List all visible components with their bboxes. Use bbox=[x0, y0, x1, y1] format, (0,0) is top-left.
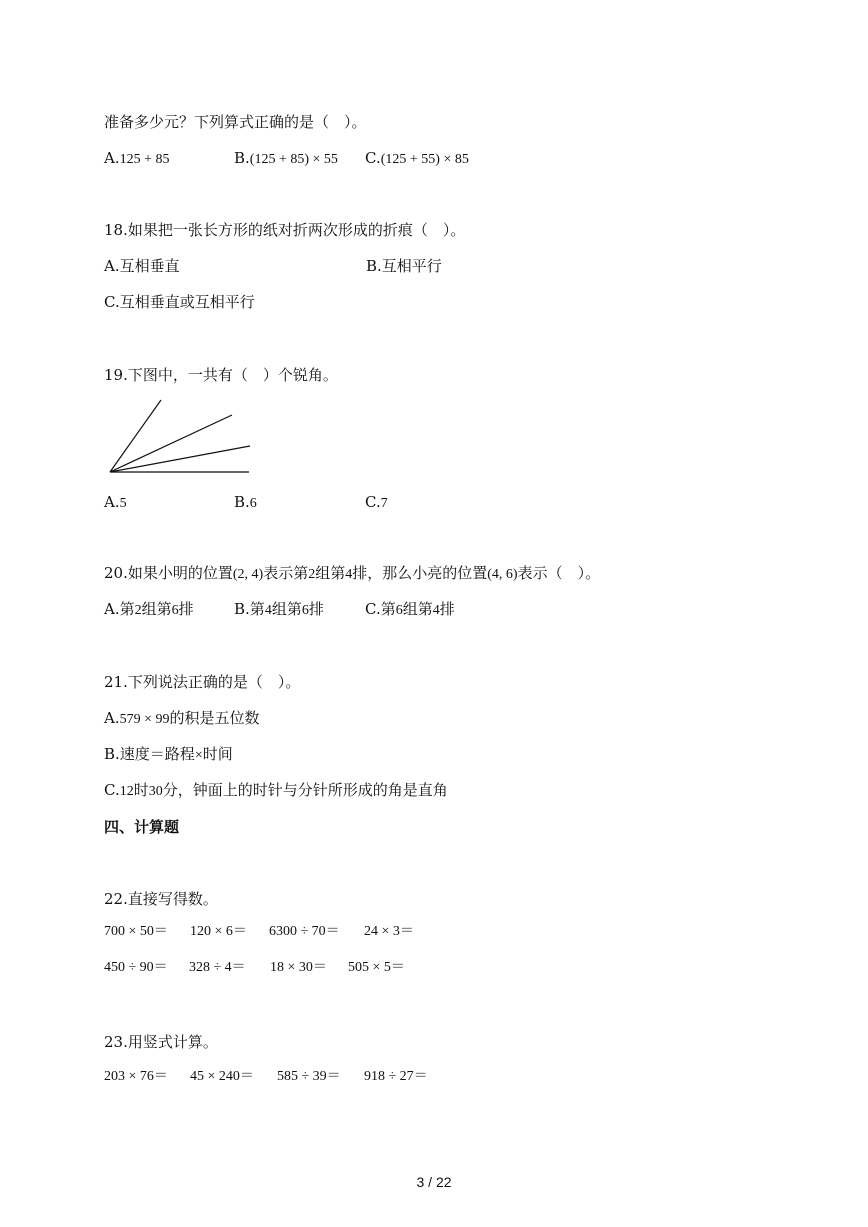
option-label: B. bbox=[234, 493, 250, 511]
q22-stem: 22.直接写得数。 bbox=[104, 890, 218, 908]
option-number: 2 bbox=[134, 603, 142, 618]
option-label: A. bbox=[104, 600, 120, 618]
minute-number: 30 bbox=[148, 784, 163, 799]
q22-item: 328 ÷ 4＝ bbox=[189, 960, 246, 975]
q23-item: 45 × 240＝ bbox=[190, 1069, 254, 1084]
q22-item: 24 × 3＝ bbox=[364, 924, 414, 939]
acute-angles-figure bbox=[100, 395, 260, 480]
option-text: 时间 bbox=[202, 745, 233, 763]
stem-text: 排，那么小亮的位置 bbox=[352, 564, 488, 582]
q23-item: 918 ÷ 27＝ bbox=[364, 1069, 428, 1084]
ray-1 bbox=[110, 400, 161, 472]
hour-number: 12 bbox=[119, 784, 134, 799]
option-label: C. bbox=[365, 600, 381, 618]
times-symbol: × bbox=[194, 748, 203, 763]
option-text: 组第 bbox=[271, 600, 302, 618]
q21-option-b bbox=[104, 744, 233, 766]
q20-option-a bbox=[104, 599, 194, 621]
q19-option-c bbox=[365, 492, 388, 514]
q22-item: 505 × 5＝ bbox=[348, 960, 405, 975]
q22-item: 18 × 30＝ bbox=[270, 960, 327, 975]
coord-xiaoliang: (4, 6) bbox=[487, 567, 518, 582]
option-label: B. bbox=[234, 149, 250, 167]
q22-item: 6300 ÷ 70＝ bbox=[269, 924, 340, 939]
option-label: A. bbox=[104, 149, 120, 167]
row-number: 4 bbox=[345, 567, 353, 582]
option-expr: 579 × 99 bbox=[119, 712, 170, 727]
ray-2 bbox=[110, 415, 232, 472]
q21-option-a bbox=[104, 708, 260, 730]
option-number: 4 bbox=[264, 603, 272, 618]
option-text: 速度＝路程 bbox=[119, 745, 195, 763]
stem-text: 组第 bbox=[315, 564, 346, 582]
q18-option-b: B.互相平行 bbox=[366, 257, 442, 275]
option-number: 6 bbox=[171, 603, 179, 618]
q20-stem bbox=[104, 563, 600, 585]
option-text: 的积是五位数 bbox=[169, 709, 260, 727]
option-label: C. bbox=[104, 781, 120, 799]
option-text: 组第 bbox=[402, 600, 433, 618]
option-text: 第 bbox=[380, 600, 396, 618]
option-value: 5 bbox=[119, 496, 127, 511]
option-value: 6 bbox=[249, 496, 257, 511]
option-text: 排 bbox=[439, 600, 455, 618]
ray-3 bbox=[110, 446, 250, 472]
option-text: 排 bbox=[178, 600, 194, 618]
option-text: 时 bbox=[133, 781, 149, 799]
q21-option-c bbox=[104, 780, 448, 802]
q17-stem-tail: 准备多少元？下列算式正确的是（ ）。 bbox=[104, 113, 367, 131]
option-text: 组第 bbox=[141, 600, 172, 618]
option-number: 6 bbox=[395, 603, 403, 618]
q17-option-a bbox=[104, 148, 170, 170]
q20-option-c bbox=[365, 599, 455, 621]
page-number: 3 / 22 bbox=[416, 1174, 452, 1190]
q17-option-b bbox=[234, 148, 338, 170]
option-label: A. bbox=[104, 493, 120, 511]
q18-option-c: C.互相垂直或互相平行 bbox=[104, 293, 255, 311]
q18-stem: 18.如果把一张长方形的纸对折两次形成的折痕（ ）。 bbox=[104, 221, 466, 239]
group-number: 2 bbox=[308, 567, 316, 582]
q23-stem: 23.用竖式计算。 bbox=[104, 1033, 218, 1051]
option-label: A. bbox=[104, 709, 120, 727]
section-heading-calculation: 四、计算题 bbox=[104, 818, 180, 836]
option-text: 第 bbox=[249, 600, 265, 618]
coord-xiaoming: (2, 4) bbox=[232, 567, 264, 582]
option-text: 第 bbox=[119, 600, 135, 618]
option-expr: (125 + 55) × 85 bbox=[380, 152, 469, 167]
q18-option-a: A.互相垂直 bbox=[104, 257, 180, 275]
q23-item: 585 ÷ 39＝ bbox=[277, 1069, 341, 1084]
q19-option-b bbox=[234, 492, 257, 514]
q19-stem: 19.下图中，一共有（ ）个锐角。 bbox=[104, 366, 338, 384]
option-text: 分，钟面上的时针与分针所形成的角是直角 bbox=[162, 781, 448, 799]
q22-item: 700 × 50＝ bbox=[104, 924, 168, 939]
option-label: C. bbox=[365, 493, 381, 511]
option-label: B. bbox=[104, 745, 120, 763]
q17-option-c bbox=[365, 148, 469, 170]
option-expr: 125 + 85 bbox=[119, 152, 170, 167]
stem-text: 20.如果小明的位置 bbox=[104, 564, 233, 582]
q20-option-b bbox=[234, 599, 324, 621]
q23-item: 203 × 76＝ bbox=[104, 1069, 168, 1084]
option-expr: (125 + 85) × 55 bbox=[249, 152, 338, 167]
q21-stem: 21.下列说法正确的是（ ）。 bbox=[104, 673, 301, 691]
q22-item: 450 ÷ 90＝ bbox=[104, 960, 168, 975]
option-value: 7 bbox=[380, 496, 388, 511]
option-text: 排 bbox=[308, 600, 324, 618]
stem-text: 表示（ ）。 bbox=[517, 564, 601, 582]
option-label: B. bbox=[234, 600, 250, 618]
q19-option-a bbox=[104, 492, 127, 514]
option-number: 6 bbox=[301, 603, 309, 618]
stem-text: 表示第 bbox=[263, 564, 309, 582]
option-label: C. bbox=[365, 149, 381, 167]
q22-item: 120 × 6＝ bbox=[190, 924, 247, 939]
option-number: 4 bbox=[432, 603, 440, 618]
